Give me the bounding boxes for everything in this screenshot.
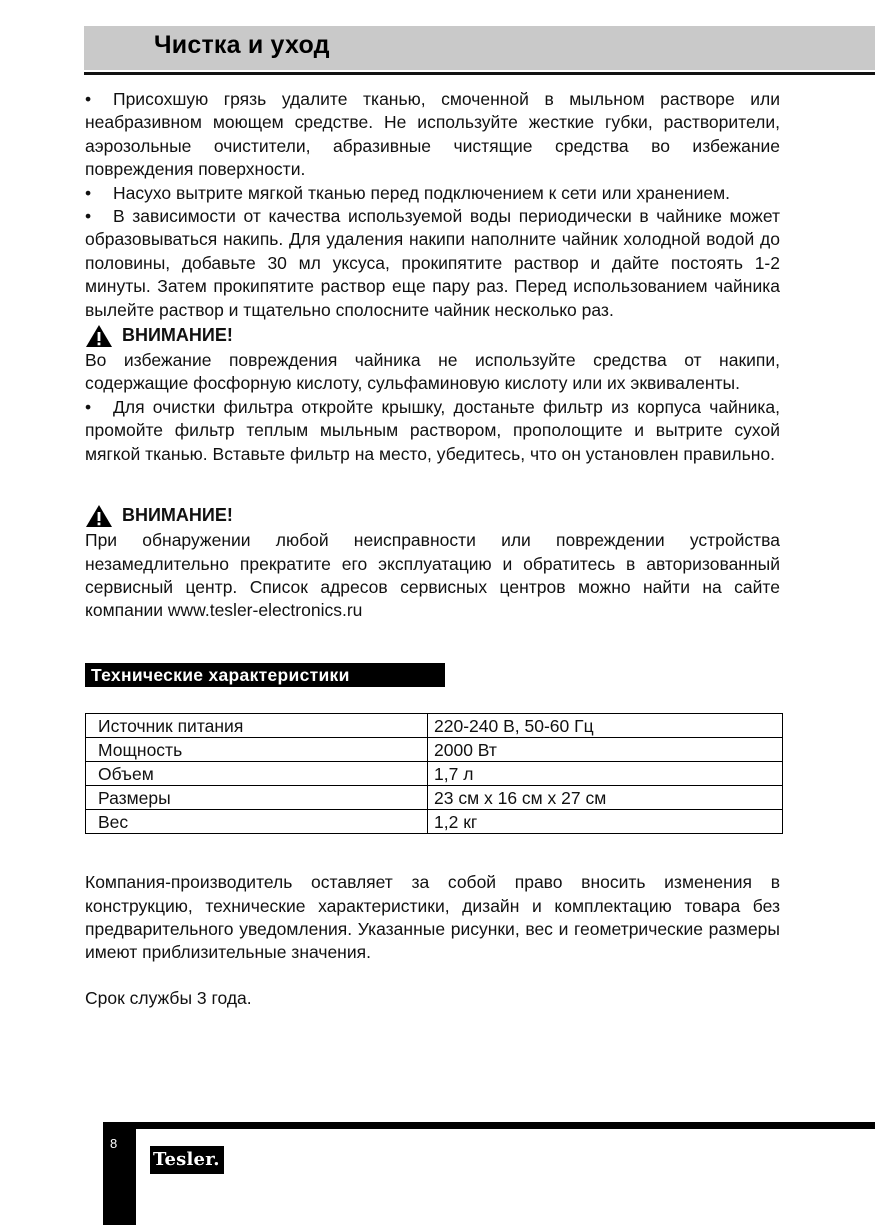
bullet-paragraph bbox=[85, 182, 780, 205]
specs-heading: Технические характеристики bbox=[85, 663, 445, 687]
spec-row bbox=[86, 762, 783, 786]
warning-title: ВНИМАНИЕ! bbox=[122, 325, 233, 346]
bullet-icon: • bbox=[85, 182, 92, 203]
page-title: Чистка и уход bbox=[154, 31, 330, 59]
spec-value: 220-240 В, 50-60 Гц bbox=[428, 714, 783, 738]
spec-row bbox=[86, 810, 783, 834]
bullet-paragraph bbox=[85, 88, 780, 182]
spec-row bbox=[86, 738, 783, 762]
brand-logo: Tesler. bbox=[150, 1146, 224, 1174]
bullet-icon: • bbox=[85, 396, 92, 417]
warning-text: При обнаружении любой неисправности или повреждении устройства незамедлительно прекратите его эксплуатацию и обратитесь в авторизованный сервисный центр. Список адресов сервисных центров можно найти на сайте компании www.tesler-electronics.ru bbox=[85, 530, 780, 621]
bullet-icon: • bbox=[85, 89, 92, 109]
spec-label: Источник питания bbox=[86, 714, 428, 738]
paragraph-text: Присохшую грязь удалите тканью, смоченной в мыльном растворе или неабразивном моющем средстве. Не используйте жесткие губки, растворители, аэрозольные очистители, абразивные чистящие средства во избежание повреждения поверхности. bbox=[85, 89, 780, 180]
paragraph-text: Насухо вытрите мягкой тканью перед подключением к сети или хранением. bbox=[113, 182, 730, 203]
disclaimer-text: Компания-производитель оставляет за собой право вносить изменения в конструкцию, технические характеристики, дизайн и комплектацию товара без предварительного уведомления. Указанные рисунки, вес и геометрические размеры имеют приблизительные значения. bbox=[85, 872, 780, 963]
spec-value: 1,7 л bbox=[428, 762, 783, 786]
warning-title: ВНИМАНИЕ! bbox=[122, 505, 233, 526]
title-underline bbox=[84, 72, 875, 75]
main-content bbox=[85, 88, 780, 1010]
spacer bbox=[85, 965, 780, 987]
spec-value: 1,2 кг bbox=[428, 810, 783, 834]
spacer bbox=[85, 466, 780, 502]
footer-rule bbox=[103, 1122, 875, 1129]
page-number: 8 bbox=[110, 1136, 118, 1151]
paragraph-text: Для очистки фильтра откройте крышку, достаньте фильтр из корпуса чайника, промойте фильтр теплым мыльным раствором, прополощите и вытрите сухой мягкой тканью. Вставьте фильтр на место, убедитесь, что он установлен правильно. bbox=[85, 396, 780, 464]
spec-value: 2000 Вт bbox=[428, 738, 783, 762]
bullet-icon: • bbox=[85, 206, 92, 227]
spec-value: 23 см х 16 см х 27 см bbox=[428, 786, 783, 810]
spec-row bbox=[86, 714, 783, 738]
spacer bbox=[85, 834, 780, 871]
paragraph-text: В зависимости от качества используемой воды периодически в чайнике может образовываться накипь. Для удаления накипи наполните чайник холодной водой до половины, добавьте 30 мл уксуса, прокипятите раствор и дайте постоять 1-2 минуты. Затем прокипятите раствор еще пару раз. Перед использованием чайника вылейте раствор и тщательно сполосните чайник несколько раз. bbox=[85, 206, 780, 320]
warning-heading bbox=[85, 324, 780, 348]
spec-label: Мощность bbox=[86, 738, 428, 762]
warning-triangle-icon bbox=[85, 504, 113, 528]
service-life-text: Срок службы 3 года. bbox=[85, 987, 252, 1008]
spec-label: Вес bbox=[86, 810, 428, 834]
warning-text: Во избежание повреждения чайника не используйте средства от накипи, содержащие фосфорную кислоту, сульфаминовую кислоту или их эквиваленты. bbox=[85, 350, 780, 394]
spec-label: Размеры bbox=[86, 786, 428, 810]
warning-triangle-icon bbox=[85, 324, 113, 348]
spec-row bbox=[86, 786, 783, 810]
spacer bbox=[85, 623, 780, 663]
warning-heading bbox=[85, 504, 780, 528]
specs-table bbox=[85, 713, 783, 834]
spec-label: Объем bbox=[86, 762, 428, 786]
bullet-paragraph bbox=[85, 205, 780, 322]
bullet-paragraph bbox=[85, 396, 780, 466]
footer-side-bar bbox=[103, 1122, 136, 1225]
